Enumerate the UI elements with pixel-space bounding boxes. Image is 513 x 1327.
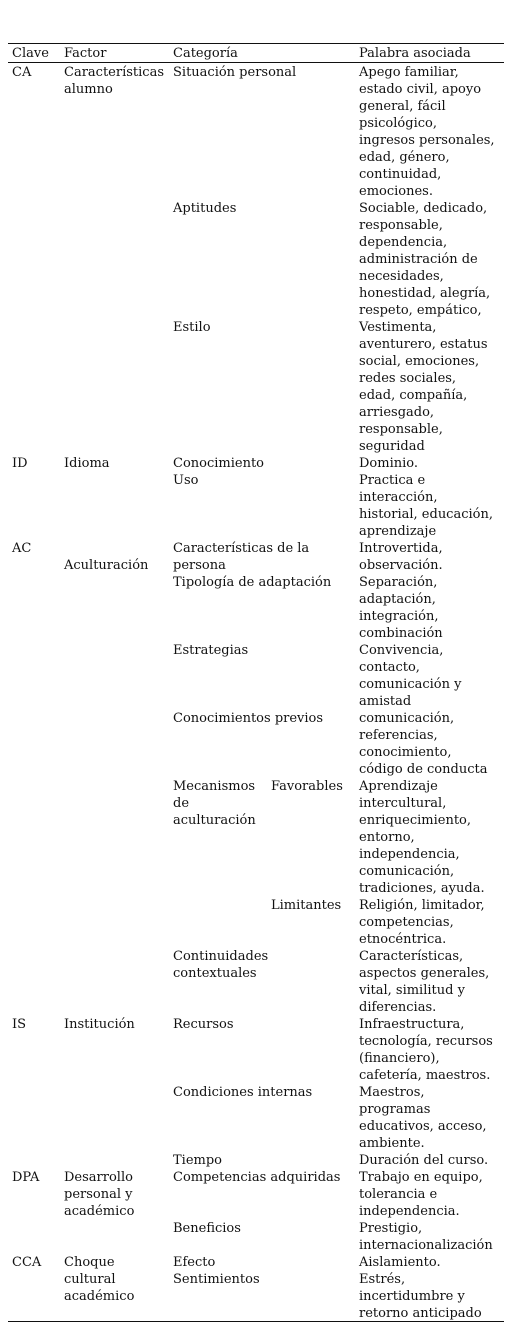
category-cell: Conocimiento xyxy=(173,456,265,471)
keywords-cell: Aislamiento. xyxy=(359,1255,441,1270)
category-cell: Tiempo xyxy=(173,1153,222,1168)
clave-cell: ID xyxy=(12,456,28,471)
header-factor: Factor xyxy=(64,46,107,61)
keywords-cell: Aprendizaje intercultural, enriquecimiento, entorno, independencia, comunicación, tradiciones, ayuda. xyxy=(359,779,485,896)
keywords-cell: comunicación, referencias, conocimiento, código de conducta xyxy=(359,711,488,777)
factor-cell: Desarrollo personal y académico xyxy=(64,1170,135,1219)
category-cell: Efecto xyxy=(173,1255,216,1270)
category-cell: Condiciones internas xyxy=(173,1085,313,1100)
factor-cell: Institución xyxy=(64,1017,135,1032)
keywords-cell: Practica e interacción, historial, educación, aprendizaje xyxy=(359,473,493,539)
top-rule xyxy=(8,43,504,44)
keywords-cell: Sociable, dedicado, responsable, dependencia, administración de necesidades, honestidad, alegría, respeto, empático, xyxy=(359,201,491,318)
keywords-cell: Características, aspectos generales, vital, similitud y diferencias. xyxy=(359,949,490,1015)
clave-cell: CCA xyxy=(12,1255,42,1270)
category-cell: Tipología de adaptación xyxy=(173,575,332,590)
clave-cell: IS xyxy=(12,1017,27,1032)
factor-cell: Idioma xyxy=(64,456,110,471)
category-cell: Características de la persona xyxy=(173,541,310,573)
keywords-cell: Duración del curso. xyxy=(359,1153,489,1168)
category-cell: Continuidades contextuales xyxy=(173,949,269,981)
bottom-rule xyxy=(8,1321,504,1322)
keywords-cell: Introvertida, observación. xyxy=(359,541,443,573)
factor-cell: Aculturación xyxy=(64,558,149,573)
category-cell: Estrategias xyxy=(173,643,249,658)
category-cell: Conocimientos previos xyxy=(173,711,324,726)
header-categoria: Categoría xyxy=(173,46,238,61)
category-cell: Uso xyxy=(173,473,199,488)
keywords-cell: Separación, adaptación, integración, combinación xyxy=(359,575,443,641)
category-cell: Situación personal xyxy=(173,65,297,80)
category-cell: Mecanismos de aculturación xyxy=(173,779,256,828)
clave-cell: CA xyxy=(12,65,32,80)
keywords-cell: Maestros, programas educativos, acceso, ambiente. xyxy=(359,1085,487,1151)
subcategory-cell: Limitantes xyxy=(271,898,342,913)
category-cell: Sentimientos xyxy=(173,1272,260,1287)
header-clave: Clave xyxy=(12,46,49,61)
header-palabra: Palabra asociada xyxy=(359,46,471,61)
keywords-cell: Trabajo en equipo, tolerancia e independencia. xyxy=(359,1170,483,1219)
factor-cell: Choque cultural académico xyxy=(64,1255,135,1304)
category-cell: Aptitudes xyxy=(173,201,237,216)
header-rule xyxy=(8,62,504,63)
keywords-cell: Religión, limitador, competencias, etnocéntrica. xyxy=(359,898,485,947)
category-cell: Competencias adquiridas xyxy=(173,1170,341,1185)
keywords-cell: Convivencia, contacto, comunicación y amistad xyxy=(359,643,462,709)
keywords-cell: Infraestructura, tecnología, recursos (financiero), cafetería, maestros. xyxy=(359,1017,493,1083)
category-cell: Recursos xyxy=(173,1017,234,1032)
category-cell: Beneficios xyxy=(173,1221,241,1236)
clave-cell: DPA xyxy=(12,1170,40,1185)
keywords-cell: Vestimenta, aventurero, estatus social, emociones, redes sociales, edad, compañía, arriesgado, responsable, seguridad xyxy=(359,320,488,454)
keywords-cell: Estrés, incertidumbre y retorno anticipado xyxy=(359,1272,482,1321)
clave-cell: AC xyxy=(12,541,32,556)
keywords-cell: Apego familiar, estado civil, apoyo general, fácil psicológico, ingresos personales, edad, género, continuidad, emociones. xyxy=(359,65,495,199)
factor-cell: Características alumno xyxy=(64,65,164,97)
category-cell: Estilo xyxy=(173,320,211,335)
subcategory-cell: Favorables xyxy=(271,779,343,794)
keywords-cell: Prestigio, internacionalización xyxy=(359,1221,493,1253)
keywords-cell: Dominio. xyxy=(359,456,418,471)
